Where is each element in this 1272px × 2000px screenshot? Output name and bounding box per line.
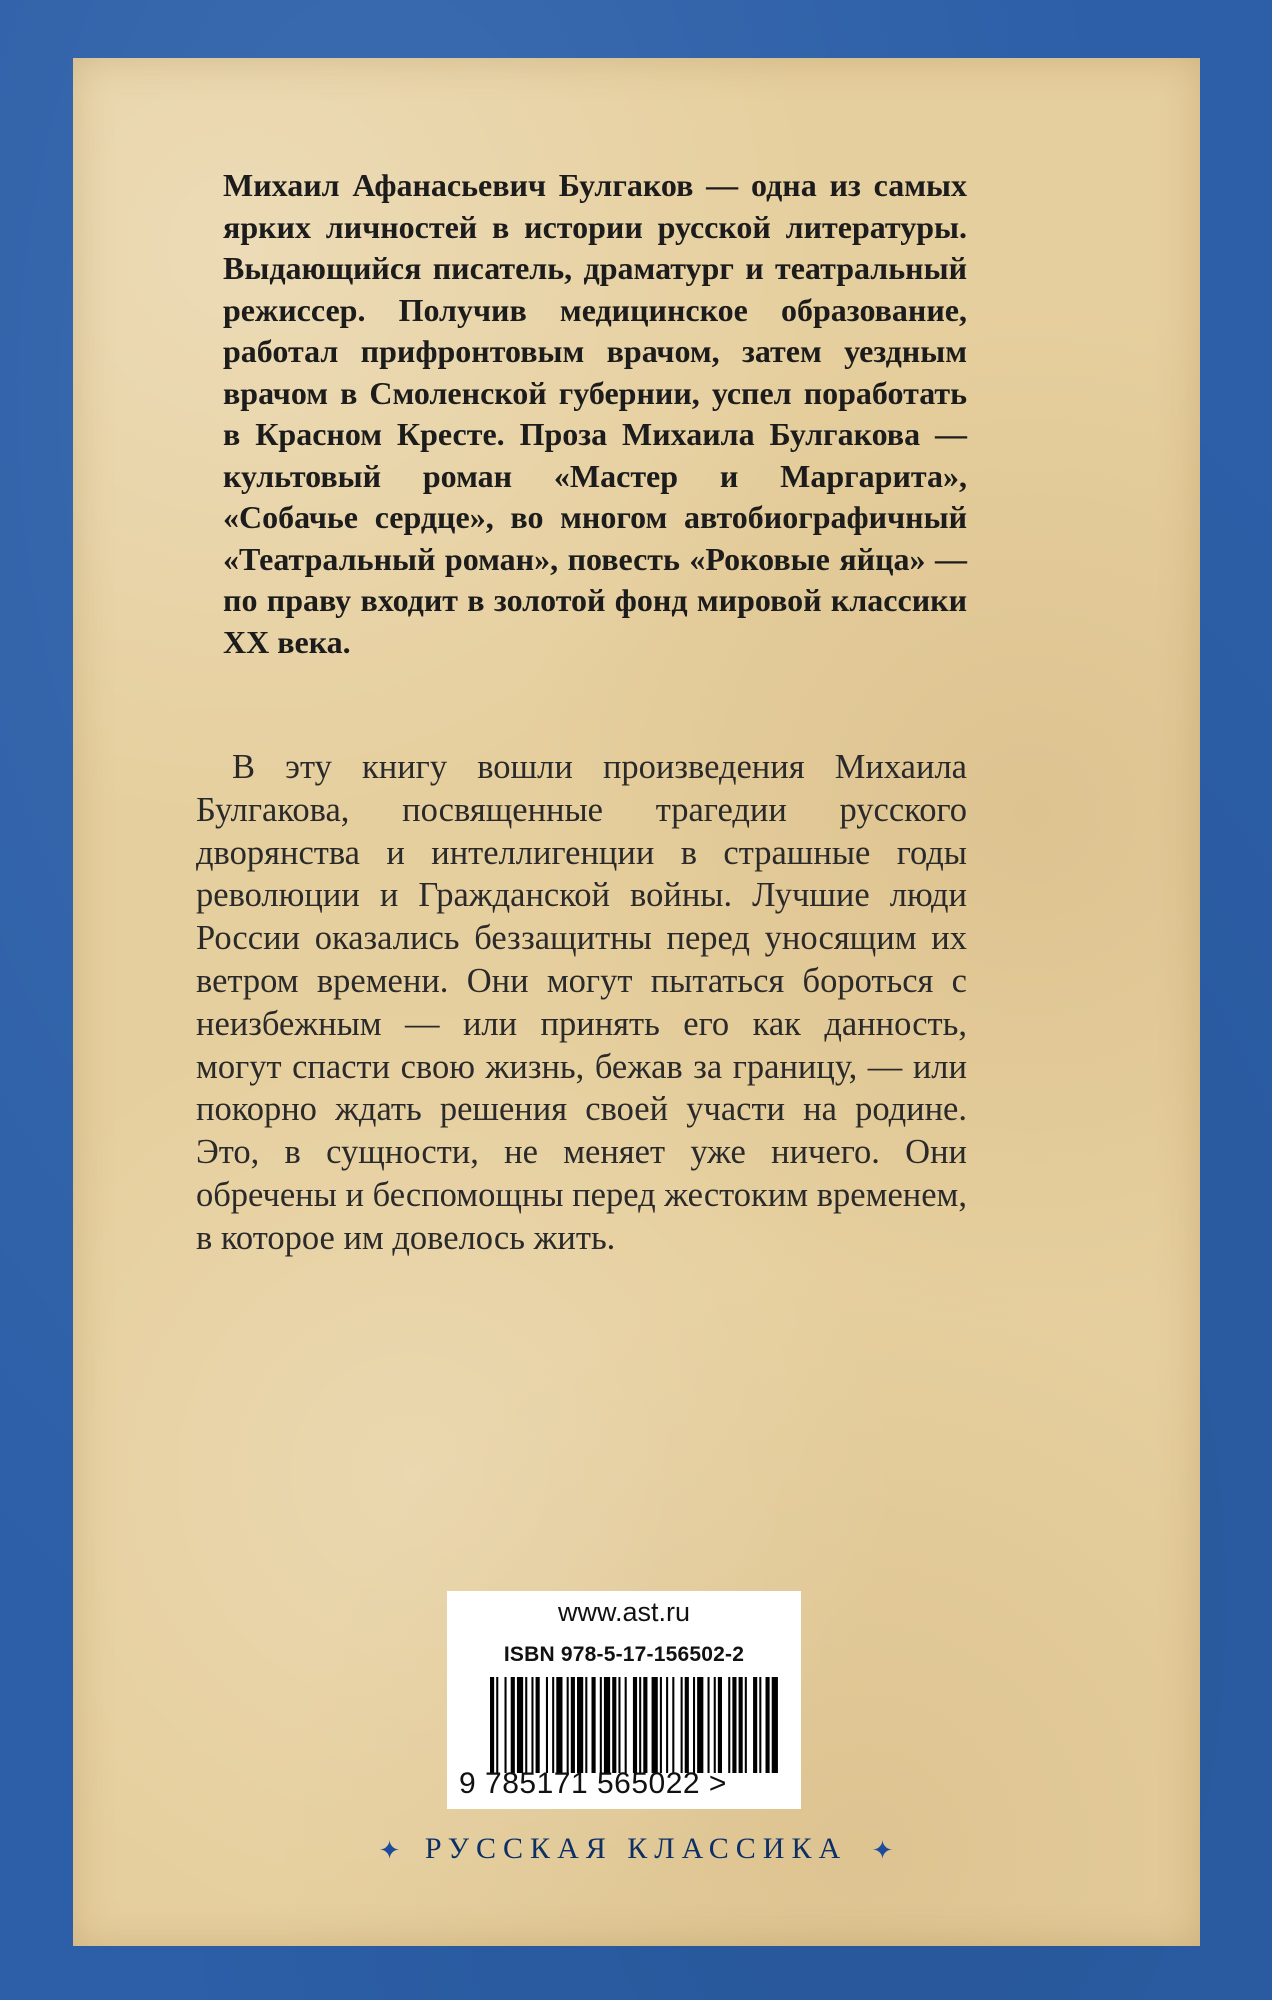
- barcode-bar: [708, 1677, 710, 1773]
- barcode-bar: [732, 1677, 736, 1773]
- barcode-bar: [625, 1677, 627, 1773]
- barcode-bar: [681, 1677, 683, 1773]
- barcode-bar: [618, 1677, 620, 1773]
- barcode-bar: [604, 1677, 610, 1773]
- barcode-bar: [718, 1677, 722, 1773]
- barcode-bar: [753, 1677, 757, 1773]
- barcode-bar: [571, 1677, 575, 1773]
- barcode-bar: [745, 1677, 747, 1773]
- barcode-bar: [666, 1677, 668, 1773]
- barcode-bar: [693, 1677, 695, 1773]
- barcode-bar: [505, 1677, 507, 1773]
- barcode-bar: [552, 1677, 554, 1773]
- barcode-bar: [531, 1677, 533, 1773]
- barcode-bar: [567, 1677, 569, 1773]
- barcode-bar: [685, 1677, 689, 1773]
- barcode-bar: [511, 1677, 515, 1773]
- barcode-image: [490, 1677, 780, 1773]
- ornament-left-icon: ✦: [378, 1836, 401, 1866]
- barcode-bar: [766, 1677, 770, 1773]
- isbn-label: ISBN 978-5-17-156502-2: [503, 1643, 745, 1666]
- barcode-bar: [643, 1677, 647, 1773]
- barcode-bar: [728, 1677, 730, 1773]
- barcode-bar: [525, 1677, 527, 1773]
- barcode-bar: [585, 1677, 587, 1773]
- publisher-website: www.ast.ru: [557, 1597, 691, 1627]
- barcode-bar: [672, 1677, 674, 1773]
- barcode-bar: [577, 1677, 583, 1773]
- series-title: [0, 1832, 1272, 1866]
- barcode-bar: [612, 1677, 616, 1773]
- barcode-bar: [490, 1677, 494, 1773]
- barcode-bar: [592, 1677, 596, 1773]
- barcode-bar: [759, 1677, 761, 1773]
- barcode-bar: [697, 1677, 703, 1773]
- barcode-bar: [739, 1677, 743, 1773]
- barcode-bar: [556, 1677, 562, 1773]
- barcode-bar: [517, 1677, 523, 1773]
- series-name: РУССКАЯ КЛАССИКА: [424, 1832, 848, 1865]
- barcode-bar: [639, 1677, 641, 1773]
- barcode-bar: [652, 1677, 658, 1773]
- barcode-bar: [772, 1677, 778, 1773]
- barcode-bar: [660, 1677, 662, 1773]
- barcode-bar: [600, 1677, 602, 1773]
- barcode-bar: [714, 1677, 716, 1773]
- barcode-bar: [546, 1677, 548, 1773]
- book-description: В эту книгу вошли произведения Михаила Булгакова, посвященные трагедии русского дворянства и интеллигенции в страшные годы революции и Гражданской войны. Лучшие люди России оказались беззащитны перед уносящим их ветром времени. Они могут пытаться бороться с неизбежным — или принять его как данность, могут спасти свою жизнь, бежав за границу, — или покорно ждать решения своей участи на родине. Это, в сущности, не меняет уже ничего. Они обречены и беспомощны перед жестоким временем, в которое им довелось жить.: [196, 748, 967, 1257]
- barcode-bar: [633, 1677, 637, 1773]
- barcode-bar: [536, 1677, 540, 1773]
- author-biography: Михаил Афанасьевич Булгаков — одна из самых ярких личностей в истории русской литературы. Выдающийся писатель, драматург и театральный режиссер. Получив медицинское образование, работал прифронтовым врачом, затем уездным врачом в Смоленской губернии, успел поработать в Красном Кресте. Проза Михаила Булгакова — культовый роман «Мастер и Маргарита», «Собачье сердце», во многом автобиографичный «Театральный роман», повесть «Роковые яйца» — по праву входит в золотой фонд мировой классики XX века.: [223, 167, 967, 660]
- ornament-right-icon: ✦: [871, 1836, 894, 1866]
- barcode-bar: [496, 1677, 498, 1773]
- barcode-block: [447, 1591, 801, 1809]
- barcode-digits: 9 785171 565022 >: [459, 1767, 727, 1800]
